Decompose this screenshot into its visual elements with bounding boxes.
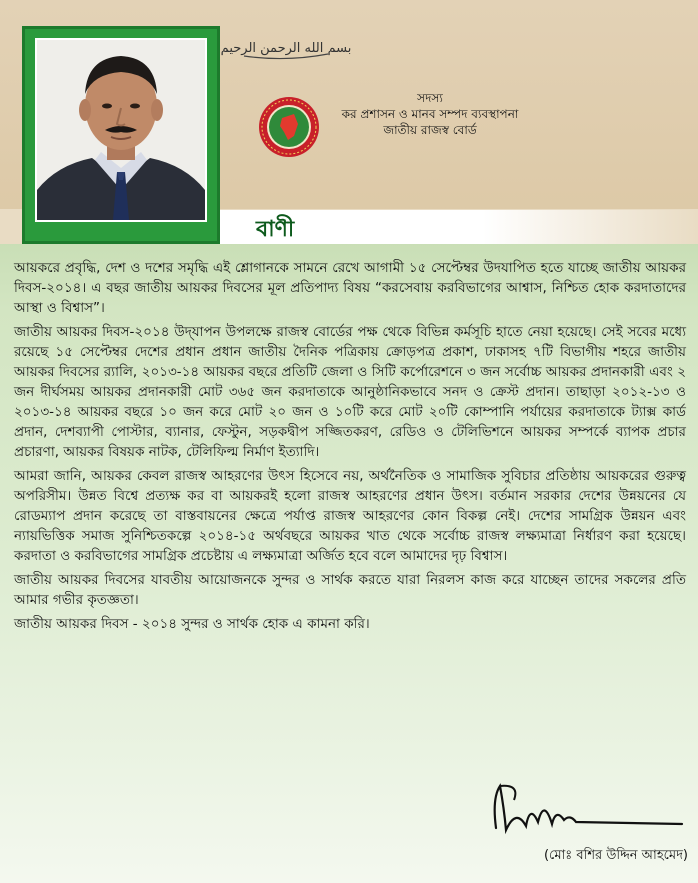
portrait-photo (35, 38, 207, 222)
paragraph: আয়করে প্রবৃদ্ধি, দেশ ও দশের সমৃদ্ধি এই শ্লোগানকে সামনে রেখে আগামী ১৫ সেপ্টেম্বর উদযাপিত হতে যাচ্ছে জাতীয় আয়কর দিবস-২০১৪। এ বছর জাতীয় আয়কর দিবসের মূল প্রতিপাদ্য বিষয় “করসেবায় করবিভাগের আশ্বাস, নিশ্চিত হোক করদাতাদের আস্থা ও বিশ্বাস”। (14, 260, 686, 316)
handwritten-signature (486, 778, 686, 840)
paragraph: জাতীয় আয়কর দিবস - ২০১৪ সুন্দর ও সার্থক হোক এ কামনা করি। (14, 616, 370, 632)
signatory-name: (মোঃ বশির উদ্দিন আহমেদ) (543, 848, 688, 863)
designation-block (330, 90, 530, 138)
portrait-illustration (37, 40, 205, 220)
message-title: বাণী (256, 217, 295, 242)
portrait-frame (22, 26, 220, 244)
message-body (14, 258, 686, 638)
designation-title: সদস্য (417, 91, 443, 105)
paragraph: আমরা জানি, আয়কর কেবল রাজস্ব আহরণের উৎস হিসেবে নয়, অর্থনৈতিক ও সামাজিক সুবিচার প্রতিষ্ঠায় আয়করের গুরুত্ব অপরিসীম। উন্নত বিশ্বে প্রত্যক্ষ কর বা আয়করই হলো রাজস্ব আহরণের প্রধান উৎস। বর্তমান সরকার দেশের উন্নয়নের যে রোডম্যাপ প্রদান করেছে তা বাস্তবায়নের ক্ষেত্রে পর্যাপ্ত রাজস্ব আহরণের কোন বিকল্প নেই। দেশের সামগ্রিক উন্নয়ন এবং ন্যায়ভিত্তিক সমাজ সুনিশ্চিতকল্পে ২০১৪-১৫ অর্থবছরে আয়কর খাত থেকে সর্বোচ্চ রাজস্ব লক্ষ্যমাত্রা নির্ধারণ করা হয়েছে। করদাতা ও করবিভাগের সামগ্রিক প্রচেষ্টায় এ লক্ষ্যমাত্রা অর্জিত হবে বলে আমাদের দৃঢ় বিশ্বাস। (14, 468, 686, 564)
paragraph: জাতীয় আয়কর দিবসের যাবতীয় আয়োজনকে সুন্দর ও সার্থক করতে যারা নিরলস কাজ করে যাচ্ছেন তাদের সকলের প্রতি আমার গভীর কৃতজ্ঞতা। (14, 572, 686, 608)
designation-department: কর প্রশাসন ও মানব সম্পদ ব্যবস্থাপনা (341, 107, 519, 121)
government-seal-icon (258, 96, 320, 158)
designation-organization: জাতীয় রাজস্ব বোর্ড (383, 123, 477, 137)
calligraphy-text: بسم الله الرحمن الرحيم (220, 41, 352, 56)
calligraphy-emblem (220, 32, 352, 62)
paragraph: জাতীয় আয়কর দিবস-২০১৪ উদ্‌যাপন উপলক্ষে রাজস্ব বোর্ডের পক্ষ থেকে বিভিন্ন কর্মসূচি হাতে নেয়া হয়েছে। সেই সবের মধ্যে রয়েছে ১৫ সেপ্টেম্বর দেশের প্রধান প্রধান জাতীয় দৈনিক পত্রিকায় ক্রোড়পত্র প্রকাশ, ঢাকাসহ ৭টি বিভাগীয় শহরে জাতীয় আয়কর দিবসের র‍্যালি, ২০১৩-১৪ আয়কর বছরে প্রতিটি জেলা ও সিটি কর্পোরেশনে ৩ জন সর্বোচ্চ আয়কর প্রদানকারী এবং ২ জন দীর্ঘসময় আয়কর প্রদানকারী মোট ৩৬৫ জন করদাতাকে আনুষ্ঠানিকভাবে সনদ ও ক্রেস্ট প্রদান। তাছাড়া ২০১২-১৩ ও ২০১৩-১৪ আয়কর বছরে ১০ জন করে মোট ২০ জন ও ১০টি করে মোট ২০টি কোম্পানি পর্যায়ের করদাতাকে ট্যাক্স কার্ড প্রদান, দেশব্যাপী পোস্টার, ব্যানার, ফেস্টুন, সড়কদ্বীপ সজ্জিতকরণ, রেডিও ও টেলিভিশনে আয়কর সম্পর্কে ব্যাপক প্রচার প্রচারণা, আয়কর বিষয়ক নাটক, টেলিফিল্ম নির্মাণ ইত্যাদি। (14, 324, 686, 460)
